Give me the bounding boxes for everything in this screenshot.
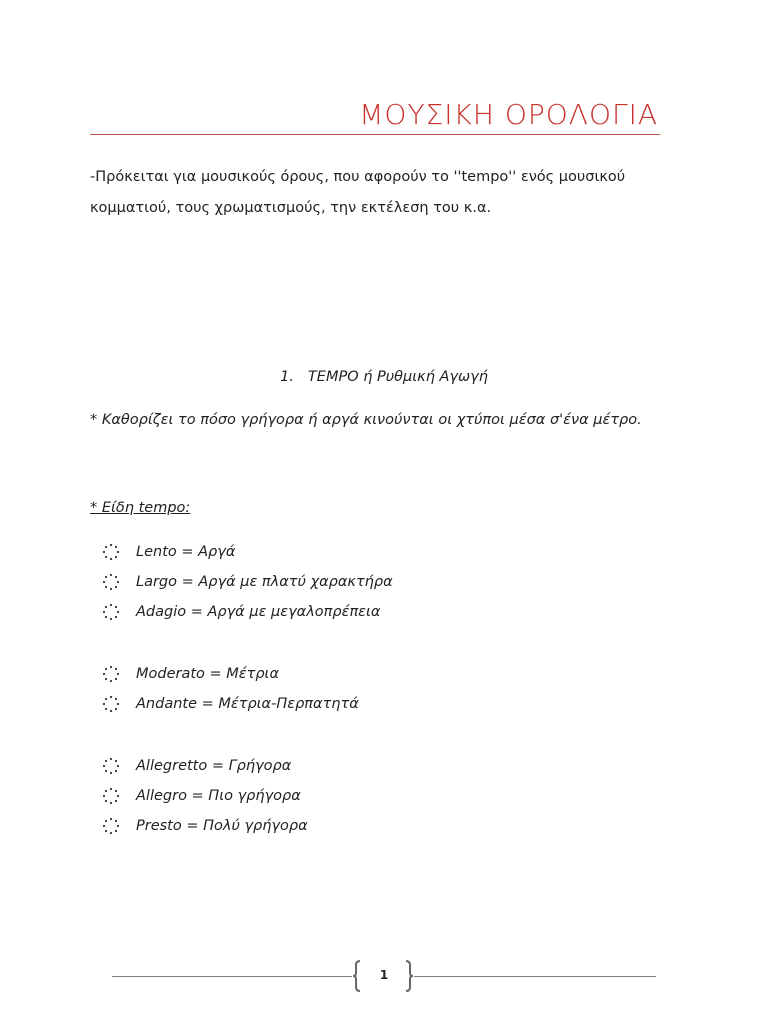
footer-rule-left	[112, 976, 352, 977]
right-brace-icon	[404, 960, 414, 992]
list-item	[102, 815, 308, 837]
dotted-circle-bullet-icon	[102, 665, 120, 683]
list-item	[102, 541, 235, 563]
list-item	[102, 663, 279, 685]
section-heading-text: ΤΕΜΡΟ ή Ρυθμική Αγωγή	[307, 369, 488, 385]
dotted-circle-bullet-icon	[102, 603, 120, 621]
tempo-item-text: Largo = Αργά με πλατύ χαρακτήρα	[136, 574, 393, 590]
tempo-definition-note: * Καθορίζει το πόσο γρήγορα ή αργά κινούνται οι χτύποι μέσα σ'ένα μέτρο.	[90, 412, 642, 428]
page-title: ΜΟΥΣΙΚΗ ΟΡΟΛΟΓΙΑ	[359, 98, 658, 131]
title-underline	[90, 134, 660, 135]
intro-line: -Πρόκειται για μουσικούς όρους, που αφορούν το ''tempo'' ενός μουσικού	[90, 169, 626, 185]
dotted-circle-bullet-icon	[102, 695, 120, 713]
intro-line: κομματιού, τους χρωματισμούς, την εκτέλεση του κ.α.	[90, 200, 492, 216]
dotted-circle-bullet-icon	[102, 573, 120, 591]
list-item	[102, 601, 380, 623]
dotted-circle-bullet-icon	[102, 543, 120, 561]
tempo-item-text: Adagio = Αργά με μεγαλοπρέπεια	[136, 604, 381, 620]
list-item	[102, 785, 301, 807]
list-item	[102, 693, 359, 715]
list-item	[102, 571, 393, 593]
tempo-item-text: Lento = Αργά	[136, 544, 236, 560]
list-item	[102, 755, 291, 777]
footer-rule-right	[414, 976, 656, 977]
tempo-item-text: Presto = Πολύ γρήγορα	[136, 818, 308, 834]
tempo-item-text: Allegro = Πιο γρήγορα	[136, 788, 301, 804]
intro-paragraph	[90, 162, 670, 224]
dotted-circle-bullet-icon	[102, 817, 120, 835]
tempo-types-label: * Είδη tempo:	[90, 500, 191, 516]
section-heading	[0, 369, 768, 385]
dotted-circle-bullet-icon	[102, 757, 120, 775]
section-number: 1.	[280, 369, 294, 385]
tempo-item-text: Allegretto = Γρήγορα	[136, 758, 292, 774]
left-brace-icon	[352, 960, 362, 992]
tempo-item-text: Moderato = Μέτρια	[136, 666, 280, 682]
tempo-item-text: Andante = Μέτρια-Περπατητά	[136, 696, 359, 712]
dotted-circle-bullet-icon	[102, 787, 120, 805]
page-number: 1	[379, 968, 389, 982]
